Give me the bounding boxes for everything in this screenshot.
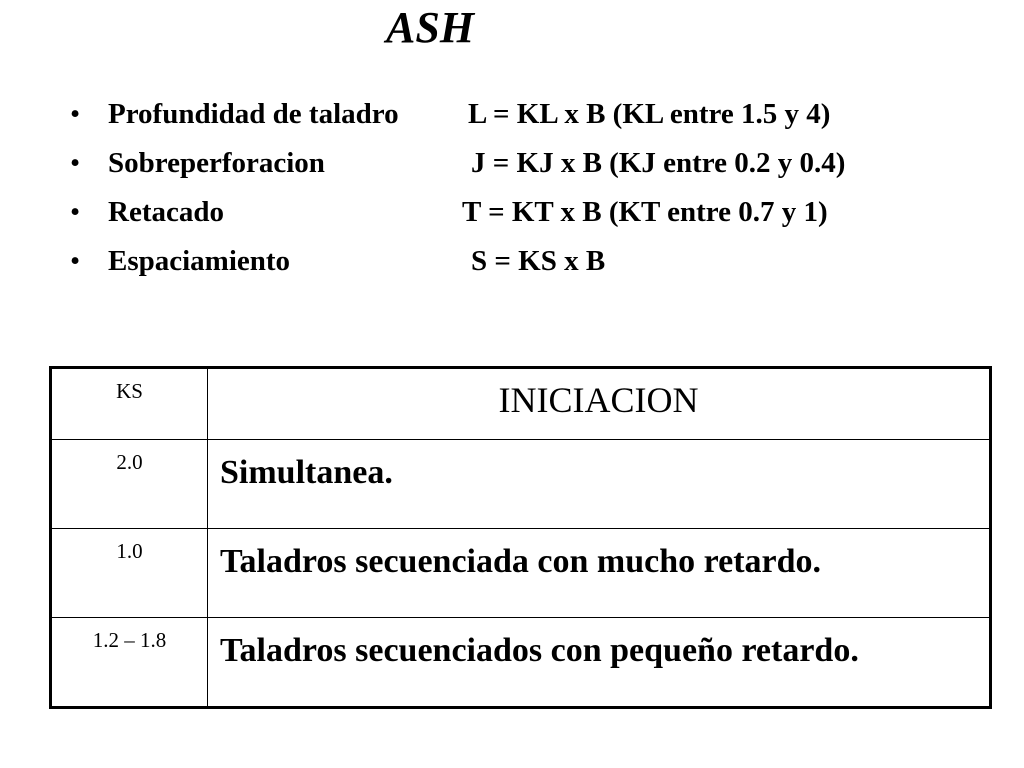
- bullet-formula: L = KL x B (KL entre 1.5 y 4): [468, 98, 831, 130]
- bullet-label: Espaciamiento: [108, 245, 291, 277]
- ks-value-cell: 1.0: [51, 529, 208, 618]
- bullet-icon: •: [70, 245, 81, 277]
- bullet-label: Sobreperforacion: [108, 147, 325, 179]
- column-header-ks: KS: [51, 368, 208, 440]
- bullet-formula: J = KJ x B (KJ entre 0.2 y 0.4): [471, 147, 846, 179]
- table-row: [51, 529, 991, 618]
- bullet-label: Profundidad de taladro: [108, 98, 399, 130]
- bullet-label: Retacado: [108, 196, 224, 228]
- bullet-formula: S = KS x B: [471, 245, 606, 277]
- initiation-description-cell: Simultanea.: [208, 440, 991, 529]
- initiation-description-cell: Taladros secuenciada con mucho retardo.: [208, 529, 991, 618]
- bullet-formula: T = KT x B (KT entre 0.7 y 1): [462, 196, 828, 228]
- ks-value-cell: 2.0: [51, 440, 208, 529]
- ks-value-cell: 1.2 – 1.8: [51, 618, 208, 708]
- table-header-row: [51, 368, 991, 440]
- table-row: [51, 618, 991, 708]
- initiation-description-cell: Taladros secuenciados con pequeño retardo.: [208, 618, 991, 708]
- slide-title: ASH: [386, 3, 475, 52]
- bullet-icon: •: [70, 98, 81, 130]
- ks-initiation-table: [49, 366, 992, 709]
- table-row: [51, 440, 991, 529]
- bullet-icon: •: [70, 196, 81, 228]
- bullet-icon: •: [70, 147, 81, 179]
- column-header-initiation: INICIACION: [208, 368, 991, 440]
